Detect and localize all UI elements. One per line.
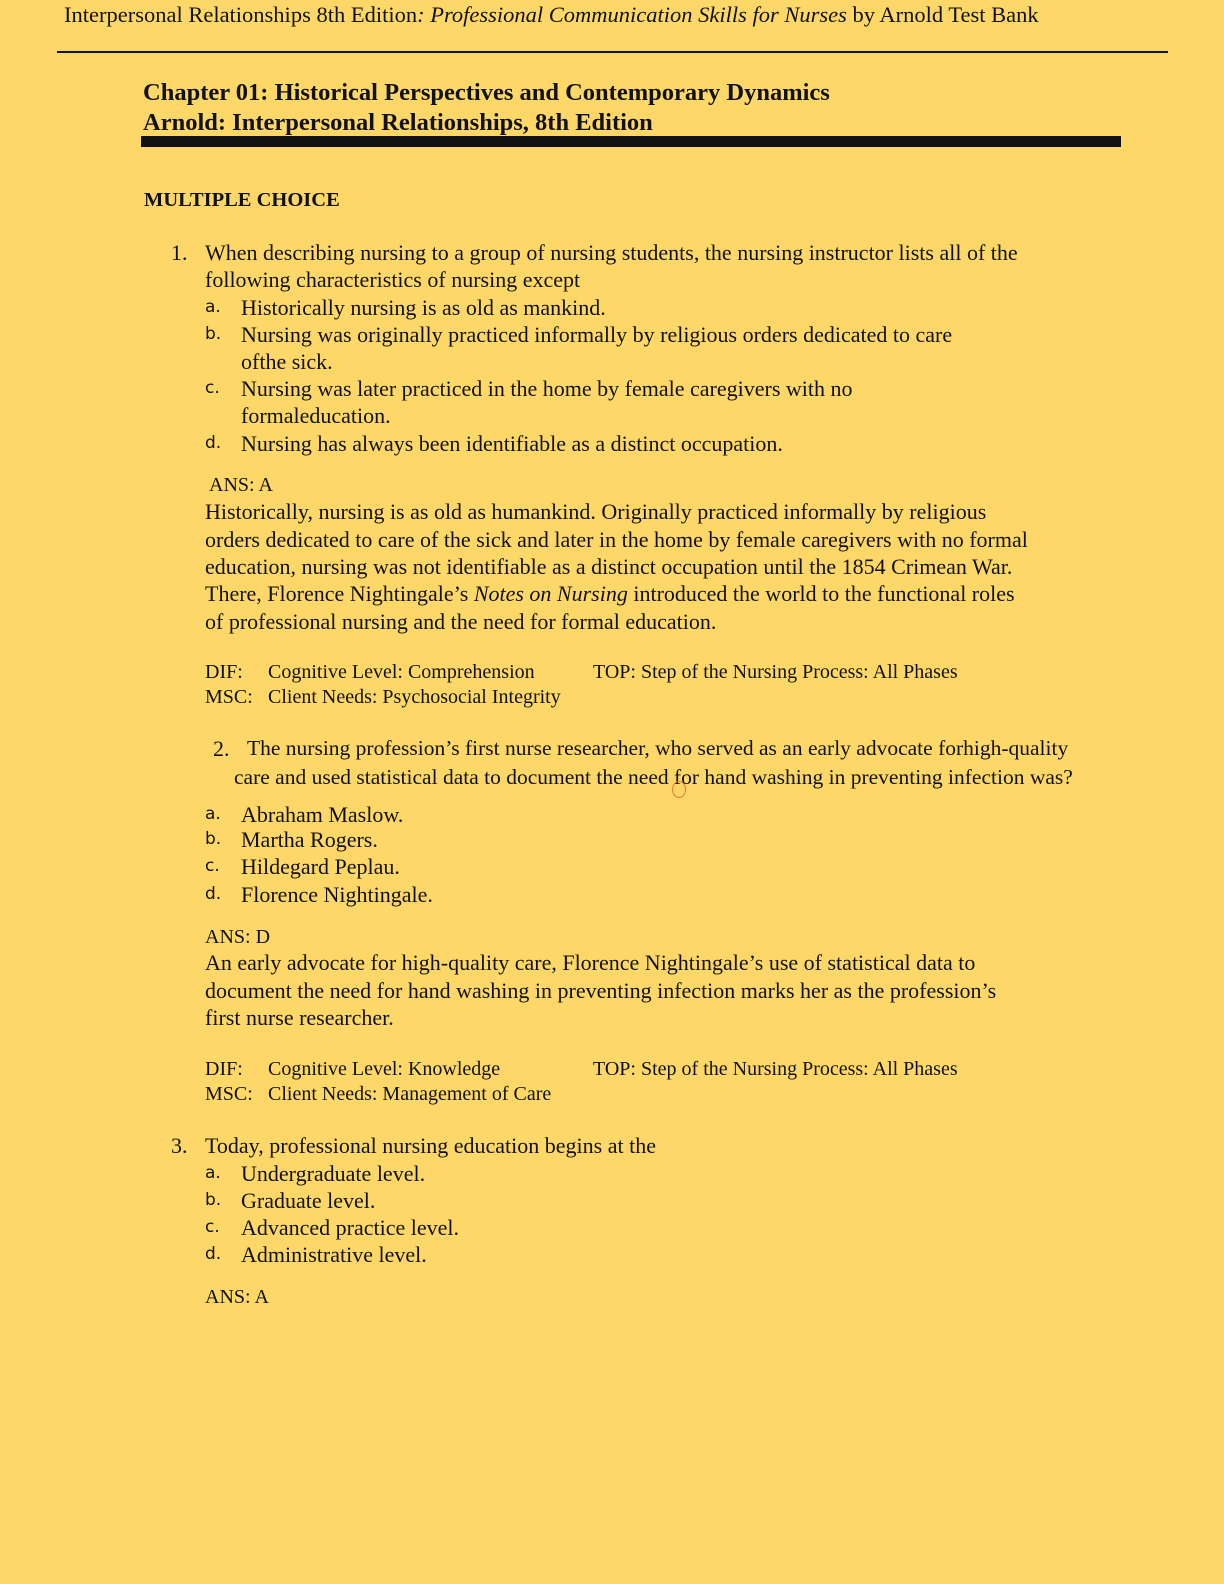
q1-top: TOP: Step of the Nursing Process: All Phases <box>593 661 958 683</box>
q1-option-a-letter: a. <box>205 297 221 317</box>
q1-rationale-line-1: Historically, nursing is as old as humankind. Originally practiced informally by religious <box>205 499 987 524</box>
q3-stem: Today, professional nursing education begins at the <box>205 1133 656 1158</box>
header-book: Interpersonal Relationships 8th Edition <box>64 2 418 27</box>
section-title: MULTIPLE CHOICE <box>144 189 340 211</box>
q3-option-c-letter: c. <box>205 1217 220 1237</box>
q1-dif-label: DIF: <box>205 661 243 683</box>
q2-msc: Client Needs: Management of Care <box>268 1083 552 1105</box>
q1-option-b-line-1: Nursing was originally practiced informally by religious orders dedicated to care <box>241 322 953 347</box>
q2-top: TOP: Step of the Nursing Process: All Phases <box>593 1058 958 1080</box>
q3-option-b-letter: b. <box>205 1190 222 1210</box>
q1-option-a: Historically nursing is as old as mankind. <box>241 295 606 320</box>
running-header <box>64 0 1039 30</box>
q1-rationale-line-4-pre: There, Florence Nightingale’s <box>205 581 474 606</box>
q1-msc-label: MSC: <box>205 686 253 708</box>
q1-stem-line-1: When describing nursing to a group of nursing students, the nursing instructor lists all of the <box>205 240 1018 265</box>
q1-rationale-line-3: education, nursing was not identifiable as a distinct occupation until the 1854 Crimean War. <box>205 554 1013 579</box>
q2-answer: ANS: D <box>205 926 271 948</box>
q1-option-b-letter: b. <box>205 324 222 344</box>
q3-option-a: Undergraduate level. <box>241 1161 426 1186</box>
q2-option-a: Abraham Maslow. <box>241 802 404 827</box>
q2-dif: Cognitive Level: Knowledge <box>268 1058 501 1080</box>
q2-number: 2. <box>213 736 230 761</box>
chapter-title <box>143 78 830 138</box>
header-tail: by Arnold Test Bank <box>846 2 1039 27</box>
cursor-indicator <box>672 781 686 798</box>
q2-option-b: Martha Rogers. <box>241 827 378 852</box>
q1-msc: Client Needs: Psychosocial Integrity <box>268 686 561 708</box>
q2-rationale-line-1: An early advocate for high-quality care, Florence Nightingale’s use of statistical data to <box>205 950 976 975</box>
chapter-title-line-2: Arnold: Interpersonal Relationships, 8th Edition <box>143 109 653 136</box>
header-rule <box>57 51 1168 53</box>
q1-rationale-line-5: of professional nursing and the need for formal education. <box>205 609 717 634</box>
q1-rationale-book-title: Notes on Nursing <box>473 581 628 606</box>
q2-rationale-line-2: document the need for hand washing in preventing infection marks her as the profession’s <box>205 978 997 1003</box>
q3-option-b: Graduate level. <box>241 1188 376 1213</box>
q2-rationale-line-3: first nurse researcher. <box>205 1005 394 1030</box>
q3-number: 3. <box>171 1133 188 1158</box>
q2-option-b-letter: b. <box>205 829 222 849</box>
q1-option-c-line-1: Nursing was later practiced in the home by female caregivers with no <box>241 376 853 401</box>
q1-option-d-letter: d. <box>205 433 222 453</box>
q2-option-a-letter: a. <box>205 804 221 824</box>
q2-option-d-letter: d. <box>205 884 222 904</box>
q1-option-c-letter: c. <box>205 378 220 398</box>
q2-option-c-letter: c. <box>205 856 220 876</box>
q3-option-c: Advanced practice level. <box>241 1215 460 1240</box>
q2-option-d: Florence Nightingale. <box>241 882 433 907</box>
q1-rationale-line-2: orders dedicated to care of the sick and later in the home by female caregivers with no formal <box>205 527 1028 552</box>
q1-option-b-line-2: ofthe sick. <box>241 349 333 374</box>
q2-dif-label: DIF: <box>205 1058 243 1080</box>
q3-option-a-letter: a. <box>205 1163 221 1183</box>
chapter-rule <box>141 136 1121 147</box>
q1-dif: Cognitive Level: Comprehension <box>268 661 535 683</box>
header-subtitle: : Professional Communication Skills for Nurses <box>417 2 847 27</box>
q2-stem-line-2: care and used statistical data to document the need for hand washing in preventing infection was? <box>234 765 1073 789</box>
q2-msc-label: MSC: <box>205 1083 253 1105</box>
q1-answer: ANS: A <box>209 474 273 496</box>
q1-option-c-line-2: formaleducation. <box>241 403 391 428</box>
q1-number: 1. <box>171 240 188 265</box>
q2-option-c: Hildegard Peplau. <box>241 854 400 879</box>
q1-rationale-line-4 <box>205 580 1015 607</box>
q3-answer: ANS: A <box>205 1286 269 1308</box>
q1-rationale-line-4-post: introduced the world to the functional roles <box>627 581 1015 606</box>
chapter-title-line-1: Chapter 01: Historical Perspectives and Contemporary Dynamics <box>143 79 830 106</box>
q3-option-d-letter: d. <box>205 1244 222 1264</box>
q1-stem-line-2: following characteristics of nursing except <box>205 267 581 292</box>
q3-option-d: Administrative level. <box>241 1242 427 1267</box>
q2-stem-line-1: The nursing profession’s first nurse researcher, who served as an early advocate forhigh-quality <box>247 736 1069 760</box>
q1-option-d: Nursing has always been identifiable as a distinct occupation. <box>241 431 783 456</box>
